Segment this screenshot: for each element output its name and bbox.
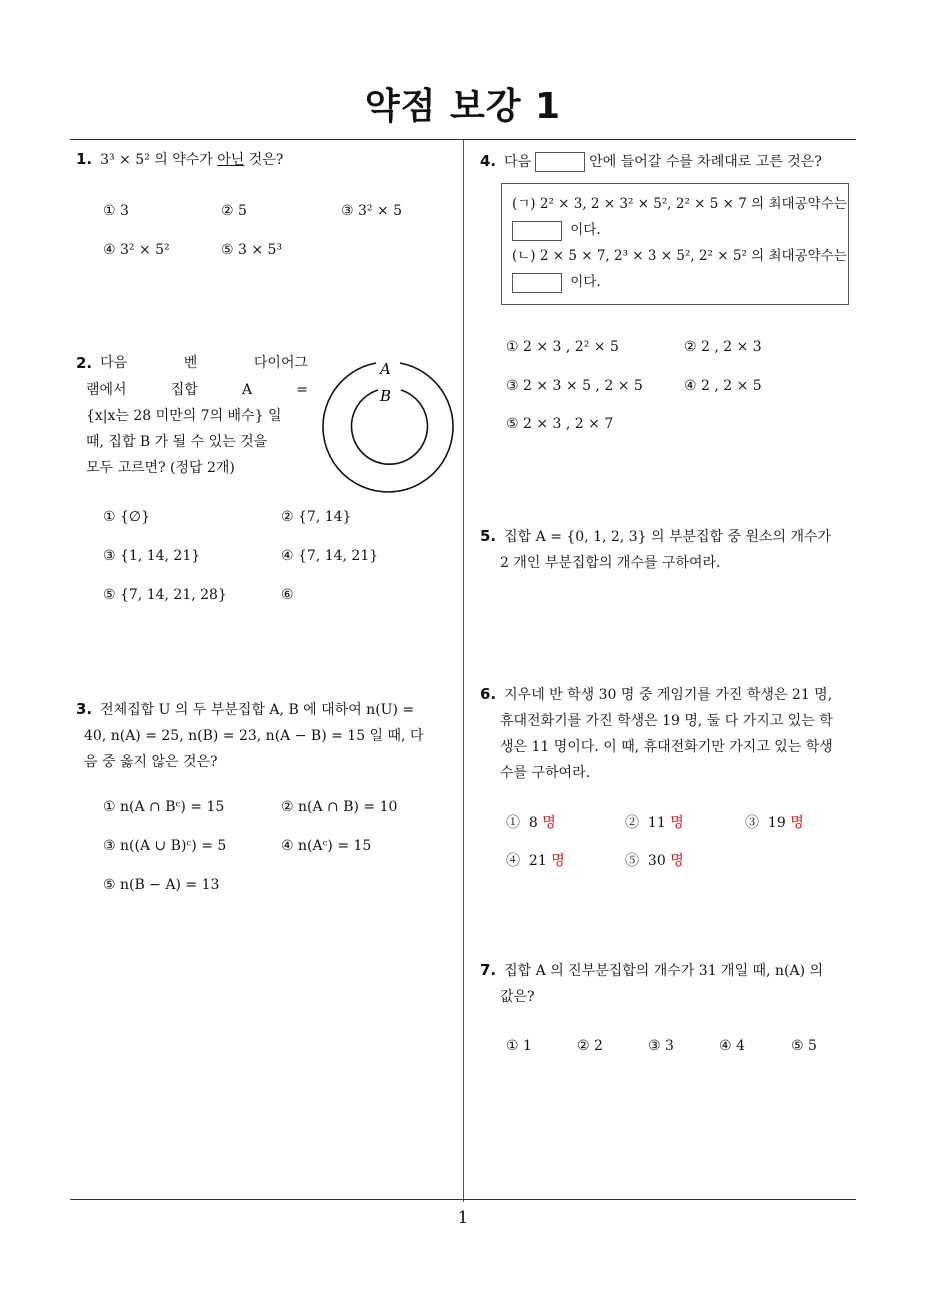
question-text-line: 지우네 반 학생 30 명 중 게임기를 가진 학생은 21 명, <box>504 687 833 703</box>
bottom-rule <box>70 1199 856 1200</box>
choice-3[interactable]: ③ n((A ∪ B)ᶜ) = 5 <box>103 838 227 854</box>
question-5 <box>480 523 860 576</box>
question-text-line: 수를 구하여라. <box>500 765 591 781</box>
choice-2[interactable]: ② {7, 14} <box>281 509 352 525</box>
choice-value: 30 <box>647 853 666 869</box>
question-text-line: 집합 A = {0, 1, 2, 3} 의 부분집합 중 원소의 개수가 <box>504 529 832 545</box>
box-line-a-suffix: 이다. <box>570 222 601 238</box>
choice-4[interactable]: ④ {7, 14, 21} <box>281 548 379 564</box>
choice-5[interactable]: ⑤ n(B − A) = 13 <box>103 877 220 893</box>
choice-unit: 명 <box>790 815 804 831</box>
question-number: 1. <box>76 150 93 168</box>
question-text-line: 램에서 집합 A = <box>86 382 308 398</box>
question-4 <box>480 148 860 175</box>
box-line-b: (ㄴ) 2 × 5 × 7, 2³ × 3 × 5², 2² × 5² 의 최대공약수는 <box>512 248 847 264</box>
box-line-b-end <box>512 270 601 293</box>
emphasis-underline: 아닌 <box>217 152 245 168</box>
question-text: 다음 <box>504 154 532 170</box>
box-line-b-suffix: 이다. <box>570 274 601 290</box>
choice-2[interactable]: ② 2 , 2 × 3 <box>684 339 762 355</box>
choice-1[interactable]: ① {∅} <box>103 509 151 525</box>
question-text-end: 것은? <box>244 152 284 168</box>
choice-3[interactable]: ③ 3² × 5 <box>341 203 403 219</box>
choice-mark: ③ <box>745 815 759 831</box>
choice-4[interactable]: ④ 4 <box>719 1038 745 1054</box>
choice-2[interactable]: ② n(A ∩ B) = 10 <box>281 799 398 815</box>
question-text-line: 때, 집합 B 가 될 수 있는 것을 <box>86 434 268 450</box>
choice-4[interactable] <box>506 850 565 870</box>
choice-3[interactable] <box>745 812 804 832</box>
choice-unit: 명 <box>670 853 684 869</box>
question-number: 5. <box>480 527 497 545</box>
choice-4[interactable]: ④ 3² × 5² <box>103 242 170 258</box>
page-number: 1 <box>457 1208 469 1228</box>
choice-3[interactable]: ③ {1, 14, 21} <box>103 548 201 564</box>
question-number: 3. <box>76 700 93 718</box>
choice-mark: ⑤ <box>625 853 639 869</box>
choice-unit: 명 <box>670 815 684 831</box>
choice-3[interactable]: ③ 2 × 3 × 5 , 2 × 5 <box>506 378 643 394</box>
question-text-line: 다음 벤 다이어그 <box>100 355 308 371</box>
choice-2[interactable]: ② 2 <box>577 1038 603 1054</box>
question-text: 3³ × 5² 의 약수가 <box>100 152 218 168</box>
choice-unit: 명 <box>542 815 556 831</box>
choice-5[interactable] <box>625 850 684 870</box>
choice-value: 8 <box>528 815 538 831</box>
choice-mark: ② <box>625 815 639 831</box>
question-number: 4. <box>480 152 497 170</box>
question-text-end: 안에 들어갈 수를 차례대로 고른 것은? <box>589 154 822 170</box>
question-2 <box>76 350 308 481</box>
question-text-line: 값은? <box>500 989 535 1005</box>
choice-2[interactable]: ② 5 <box>221 203 247 219</box>
answer-blank <box>512 273 562 293</box>
choice-5[interactable]: ⑤ 3 × 5³ <box>221 242 283 258</box>
choice-1[interactable]: ① 3 <box>103 203 129 219</box>
question-number: 6. <box>480 685 497 703</box>
choice-4[interactable]: ④ n(Aᶜ) = 15 <box>281 838 372 854</box>
choice-1[interactable] <box>506 812 556 832</box>
question-text-line: 휴대전화기를 가진 학생은 19 명, 둘 다 가지고 있는 학 <box>500 713 833 729</box>
box-line-a: (ㄱ) 2² × 3, 2 × 3² × 5², 2² × 5 × 7 의 최대공약수는 <box>512 196 847 212</box>
page-title: 약점 보강 1 <box>364 86 562 127</box>
question-1 <box>76 146 456 173</box>
condition-box <box>501 183 849 305</box>
question-3 <box>76 696 456 775</box>
question-text-line: 음 중 옳지 않은 것은? <box>84 754 218 770</box>
question-text-line: {x|x는 28 미만의 7의 배수} 일 <box>86 408 282 424</box>
venn-outer-circle <box>323 363 453 492</box>
choice-mark: ④ <box>506 853 520 869</box>
question-text-line: 집합 A 의 진부분집합의 개수가 31 개일 때, n(A) 의 <box>504 963 824 979</box>
choice-5[interactable]: ⑤ 2 × 3 , 2 × 7 <box>506 416 614 432</box>
question-number: 7. <box>480 961 497 979</box>
question-text-line: 전체집합 U 의 두 부분집합 A, B 에 대하여 n(U) = <box>100 702 415 718</box>
answer-blank <box>535 152 585 172</box>
venn-label-a: A <box>380 360 391 378</box>
question-text-line: 생은 11 명이다. 이 때, 휴대전화기만 가지고 있는 학생 <box>500 739 833 755</box>
choice-2[interactable] <box>625 812 684 832</box>
choice-mark: ① <box>506 815 520 831</box>
venn-diagram <box>318 358 458 498</box>
choice-value: 11 <box>647 815 666 831</box>
question-text-line: 모두 고르면? (정답 2개) <box>86 460 235 476</box>
question-number: 2. <box>76 354 93 372</box>
choice-value: 21 <box>528 853 547 869</box>
choice-unit: 명 <box>551 853 565 869</box>
question-6 <box>480 681 860 786</box>
choice-5[interactable]: ⑤ {7, 14, 21, 28} <box>103 587 227 603</box>
choice-value: 19 <box>767 815 786 831</box>
choice-1[interactable]: ① 2 × 3 , 2² × 5 <box>506 339 619 355</box>
column-divider <box>463 140 464 1202</box>
choice-5[interactable]: ⑤ 5 <box>791 1038 817 1054</box>
choice-6[interactable]: ⑥ <box>281 587 294 603</box>
choice-1[interactable]: ① 1 <box>506 1038 532 1054</box>
choice-4[interactable]: ④ 2 , 2 × 5 <box>684 378 762 394</box>
question-text-line: 40, n(A) = 25, n(B) = 23, n(A − B) = 15 일 때, 다 <box>84 728 424 744</box>
question-7 <box>480 957 860 1010</box>
venn-label-b: B <box>380 387 392 405</box>
box-line-a-end <box>512 218 601 241</box>
question-text-line: 2 개인 부분집합의 개수를 구하여라. <box>500 555 721 571</box>
choice-1[interactable]: ① n(A ∩ Bᶜ) = 15 <box>103 799 225 815</box>
choice-3[interactable]: ③ 3 <box>648 1038 674 1054</box>
answer-blank <box>512 221 562 241</box>
